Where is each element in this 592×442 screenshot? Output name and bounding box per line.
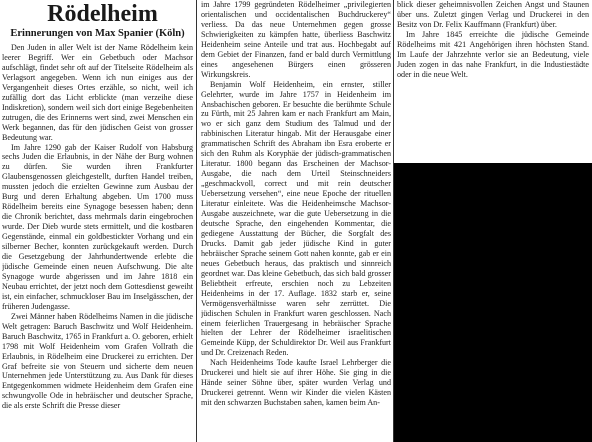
blank-black-area xyxy=(394,163,592,442)
article-column-3 xyxy=(397,0,589,160)
paragraph: Nach Heidenheims Tode kaufte Israel Lehrberger die Druckerei und hielt sie auf ihrer Höhe. Sie ging in die Hände seiner Söhne über, später wurden Verlag und Druckerei getrennt. Wenn wir Kinder die vielen Kästen mit den schwarzen Buchstaben sahen, kamen beim An- xyxy=(201,358,391,408)
article-title: Rödelheim xyxy=(47,1,158,27)
paragraph: Zwei Männer haben Rödelheims Namen in die jüdische Welt getragen: Baruch Baschwitz und Wolf Heidenheim. Baruch Baschwitz, 1765 in Frankfurt a. O. geboren, erhielt 1798 mit Wolf Heidenheim vom Grafen Vollrath die Erlaubnis, in Rödelheim eine Druckerei zu errichten. Der Graf befreite sie von Steuern und sicherte dem neuen Unternehmen jede Unterstützung zu. Aus Dank für dieses Entgegenkommen widmete Heidenheim dem Grafen eine schwungvolle Ode in hebräischer und deutscher Sprache, die als erste Schrift die Presse dieser xyxy=(2,311,193,411)
article-column-2 xyxy=(201,0,391,442)
paragraph: Im Jahre 1845 erreichte die jüdische Gemeinde Rödelheims mit 421 Angehörigen ihren höchsten Stand. Im Laufe der Jahrzehnte verlor sie an Bedeutung, viele Juden zogen in das nahe Frankfurt, in die Industiestädte oder in die neue Welt. xyxy=(397,29,589,79)
paragraph: Im Jahre 1290 gab der Kaiser Rudolf von Habsburg sechs Juden die Erlaubnis, in der Nähe der Burg wohnen zu dürfen. Sie wurden ihren Frankfurter Glaubensgenossen gleichgestellt, durften Handel treiben, mussten jedoch die erzielten Gewinne zum Ausbau der Burg und deren Erhaltung abgeben. Um 1700 muss Rödelheim bereits eine Synagoge besessen haben; denn die Chronik berichtet, dass mehrmals darin eingebrochen wurde. Der Dieb wurde stets ermittelt, und die kostbaren Gegenstände, einmal ein goldbestickter Vorhang und ein silberner Becher, konnten zurückgekauft werden. Durch die Gesetzgebung der Jahrhundertwende erlebte die jüdische Gemeinde einen neuen Aufschwung. Die alte Synagoge wurde abgerissen und im Jahre 1818 ein Neubau errichtet, der jetzt noch dem Gottesdienst geweiht ist, ein einfacher, schmuckloser Bau im Inselgässchen, der früheren Judengasse. xyxy=(2,142,193,311)
paragraph: Den Juden in aller Welt ist der Name Rödelheim kein leerer Begriff. Wer ein Gebetbuch oder Machsor aufschlägt, findet sehr oft auf der Titelseite Rödelheim als Verlagsort angegeben. Wenn ich nun einiges aus der Vergangenheit dieses Ortes erzähle, so nicht, weil ich zufällig dort das Licht erblickte (man verzeihe diese Indiskretion), sondern weil sich dort einige Begebenheiten zutrugen, die des Erinnerns wert sind, zwei Menschen ein Werk begannen, das für den jüdischen Geist von grosser Bedeutung war. xyxy=(2,43,193,142)
article-subtitle: Erinnerungen von Max Spanier (Köln) xyxy=(10,28,185,39)
paragraph: im Jahre 1799 gegründeten Rödelheimer „privilegierten orientalischen und occidentalischen Buchdruckerey“ verliess. Da das neue Unternehmen gegen grosse Schwierigkeiten zu kämpfen hatte, überliess Baschwitz Heidenheim seine Anteile und trat aus. Hochbegabt auf dem Gebiet der Finanzen, fand er bald durch Vermittlung eines angesehenen Bürgers einen grösseren Wirkungskreis. xyxy=(201,0,391,79)
article-column-1 xyxy=(2,0,193,442)
column-divider xyxy=(196,0,197,442)
paragraph: blick dieser geheimnisvollen Zeichen Angst und Staunen über uns. Zuletzt gingen Verlag und Druckerei in den Besitz von Dr. Felix Kauffmann (Frankfurt) über. xyxy=(397,0,589,29)
paragraph: Benjamin Wolf Heidenheim, ein ernster, stiller Gelehrter, wurde im Jahre 1757 in Heidenheim im Ansbachischen geboren. Er besuchte die berühmte Schule zu Fürth, mit 25 Jahren kam er nach Frankfurt am Main, wo er sich ganz dem Studium des Talmud und der rabbinischen Literatur hingab. Mit der Herausgabe einer grammatischen Schrift des Abraham ibn Esra eroberte er sich den Ruhm als Koryphäe der jüdisch-grammatischen Literatur. 1800 begann das Erscheinen der Machsor-Ausgabe, die nach dem Urteil Steinschneiders „geschmackvoll, correct und mit rein deutscher Uebersetzung versehen“, eine neue Epoche der rituellen Literatur einleitete. Was die Heidenheimsche Machsor-Ausgabe auszeichnete, war die gute Uebersetzung in die deutsche Sprache, den eingehenden Kommentar, die gediegene Ausstattung der Bücher, die Sorgfalt des Drucks. Damit gab jeder jüdische Kind in guter hebräischer Sprache seinem Gott nahen konnte, gab er ein neues Gebetbuch heraus, das praktisch und sinnreich geordnet war. Das kleine Gebetbuch, das sich bald grosser Beliebtheit erfreute, erschien noch zu Lebzeiten Heidenheims in der 17. Auflage. 1832 starb er, seine Vermögensverhältnisse waren sehr zerrüttet. Die jüdischen Schulen in Frankfurt waren geschlossen. Nach einem feierlichen Trauergesang in hebräischer Sprache hielten der Lehrer der Rödelheimer israelitischen Gemeinde Küpp, der Schuldirektor Dr. Weil aus Frankfurt und Dr. Creizenach Reden. xyxy=(201,79,391,358)
